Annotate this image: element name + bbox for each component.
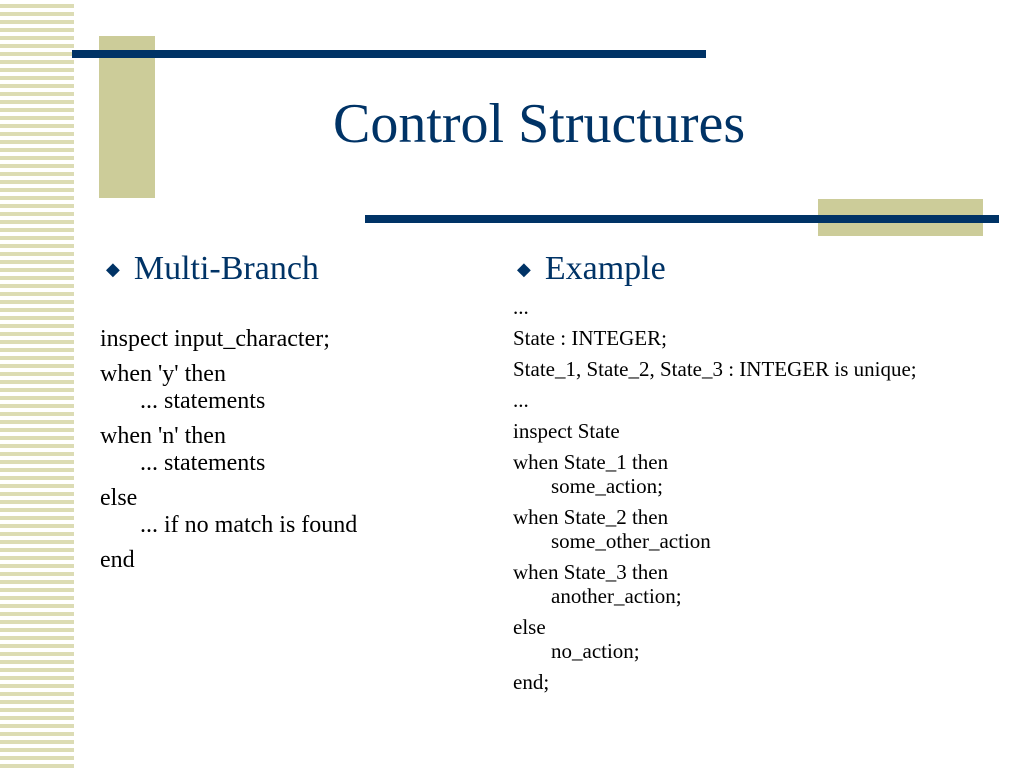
code-line: State : INTEGER; (513, 326, 667, 350)
diamond-bullet-icon: ◆ (517, 259, 531, 279)
title-rule-top (72, 50, 706, 58)
title-rule-bottom (365, 215, 999, 223)
example-code (513, 295, 1018, 694)
left-column (100, 249, 490, 574)
code-line: ... statements (140, 450, 266, 476)
code-line: when State_1 then (513, 450, 669, 474)
diamond-bullet-icon: ◆ (106, 259, 120, 279)
code-line: inspect State (513, 419, 620, 443)
code-line: end (100, 547, 135, 573)
code-line: ... statements (140, 388, 266, 414)
code-line: some_action; (551, 474, 663, 498)
left-bullet (106, 249, 490, 289)
code-line: ... (513, 295, 529, 319)
code-line: no_action; (551, 639, 640, 663)
code-line: when State_3 then (513, 560, 669, 584)
code-line: end; (513, 670, 550, 694)
decorative-stripes (0, 0, 74, 768)
accent-square-top (99, 36, 155, 198)
left-heading: Multi-Branch (133, 250, 319, 287)
slide-title: Control Structures (333, 93, 746, 155)
code-line: else (513, 615, 546, 639)
code-line: else (100, 485, 138, 511)
right-bullet (517, 249, 1018, 289)
code-line: inspect input_character; (100, 326, 330, 352)
multi-branch-syntax (100, 326, 490, 574)
code-line: when State_2 then (513, 505, 669, 529)
code-line: State_1, State_2, State_3 : INTEGER is unique; (513, 357, 917, 381)
code-line: when 'n' then (100, 423, 226, 449)
code-line: ... if no match is found (140, 512, 358, 538)
right-column (513, 249, 1018, 694)
code-line: another_action; (551, 584, 682, 608)
code-line: some_other_action (551, 529, 711, 553)
code-line: ... (513, 388, 529, 412)
code-line: when 'y' then (100, 361, 226, 387)
right-heading: Example (544, 250, 666, 287)
